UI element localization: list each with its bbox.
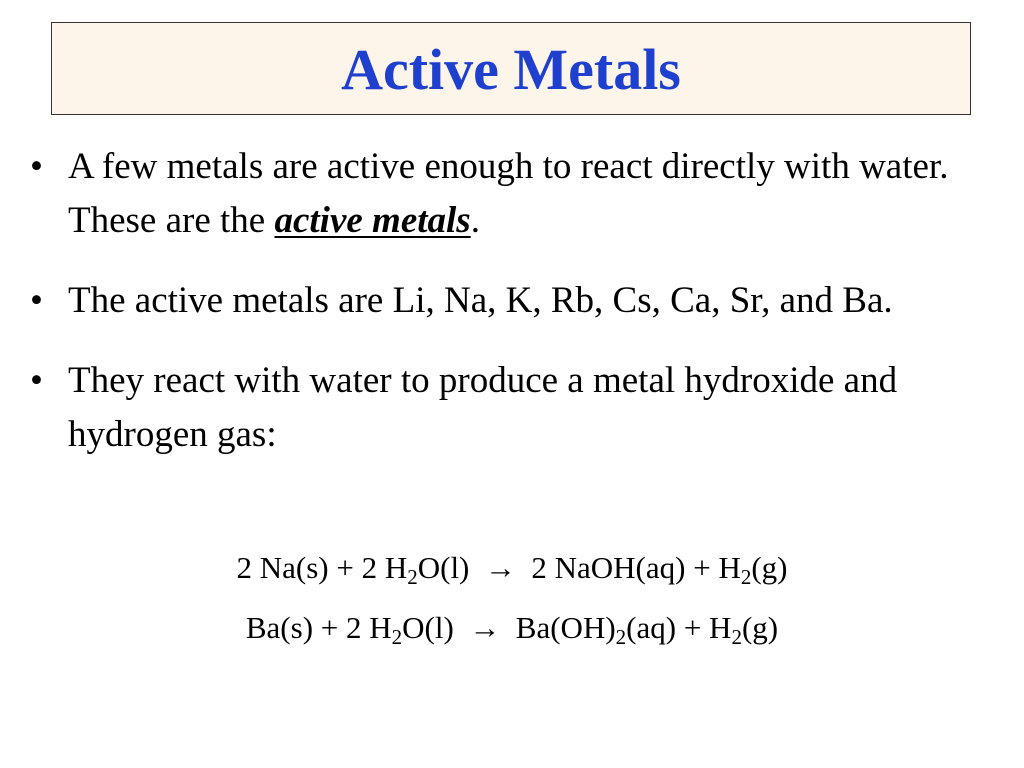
defined-term: active metals (274, 200, 471, 241)
subscript: 2 (740, 565, 752, 589)
bullet-item-metal-list (30, 274, 970, 328)
bullet-text: The active metals are Li, Na, K, Rb, Cs, Ca, Sr, and Ba. (68, 280, 893, 321)
bullet-text-end: . (470, 200, 480, 241)
equation-part: (g) (741, 610, 779, 645)
subscript: 2 (615, 625, 627, 649)
slide-title: Active Metals (341, 36, 681, 102)
bullet-text: They react with water to produce a metal hydroxide and hydrogen gas: (68, 360, 898, 455)
subscript: 2 (731, 625, 742, 649)
bullet-list (30, 140, 970, 488)
equation-part: 2 Na(s) + 2 H (236, 550, 408, 585)
equation-part: O(l) → 2 NaOH(aq) + H (417, 550, 741, 585)
equation-part: (aq) + H (626, 610, 732, 645)
equation-part: Ba(s) + 2 H (245, 610, 392, 645)
equation-sodium (0, 545, 1024, 605)
bullet-marker: • (30, 280, 43, 321)
bullet-item-definition (30, 140, 970, 248)
bullet-marker: • (30, 146, 43, 187)
equation-barium (0, 605, 1024, 665)
title-box (51, 22, 971, 115)
bullet-marker: • (30, 360, 43, 401)
equation-part: (g) (751, 550, 788, 585)
subscript: 2 (407, 565, 418, 589)
equation-part: O(l) → Ba(OH) (402, 610, 616, 645)
bullet-item-reaction (30, 354, 970, 462)
bullet-text-start: A few metals are active enough to react directly with water. These are the (68, 146, 949, 241)
equations-block (0, 545, 1024, 665)
subscript: 2 (391, 625, 403, 649)
